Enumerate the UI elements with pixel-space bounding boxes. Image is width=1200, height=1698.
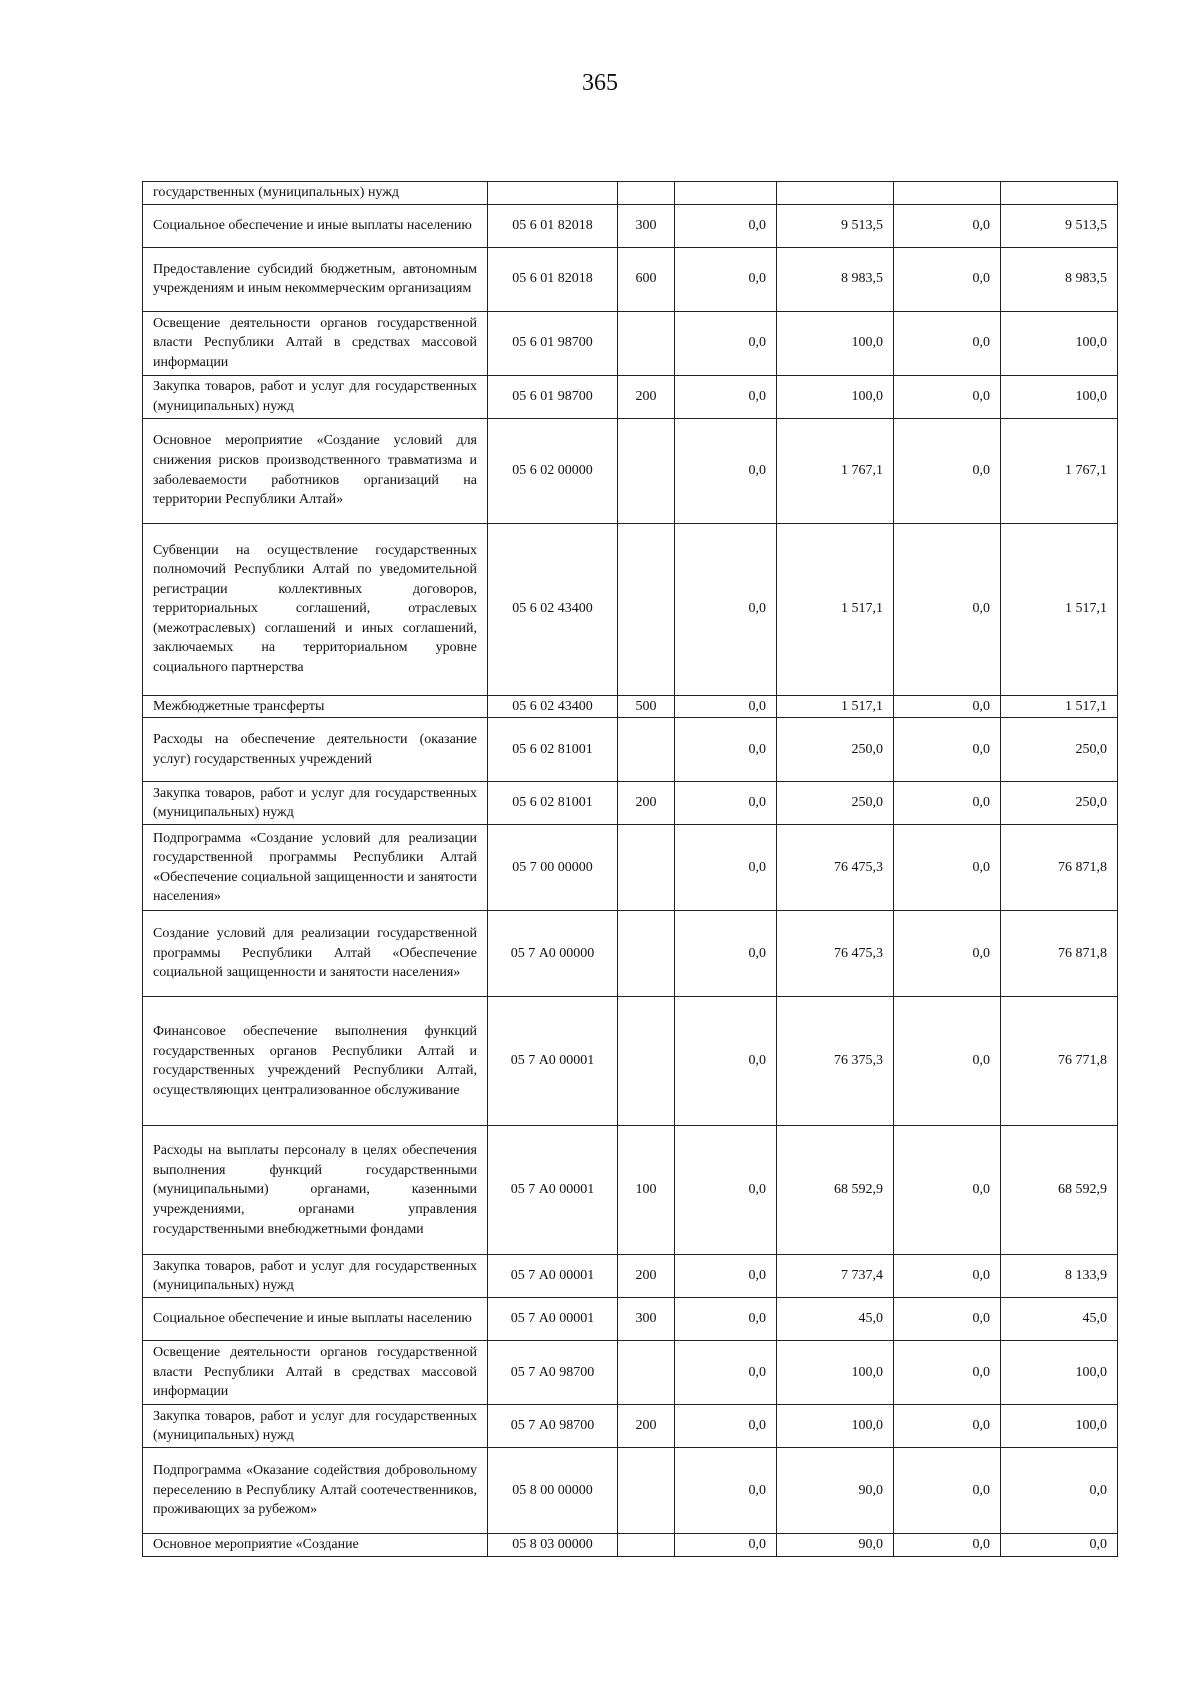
row-value-4	[1001, 182, 1118, 205]
row-code: 05 7 А0 98700	[488, 1405, 618, 1448]
row-value-4: 1 767,1	[1001, 418, 1118, 523]
row-value-2: 250,0	[777, 782, 894, 825]
table-body	[143, 182, 1118, 1557]
row-value-3: 0,0	[894, 523, 1001, 695]
row-value-4: 8 983,5	[1001, 247, 1118, 311]
row-value-3: 0,0	[894, 911, 1001, 997]
row-code: 05 6 02 81001	[488, 718, 618, 782]
row-name: Субвенции на осуществление государственных полномочий Республики Алтай по уведомительной регистрации коллективных договоров, территориальных соглашений, отраслевых (межотраслевых) соглашений и иных соглашений, заключаемых на территориальном уровне социального партнерства	[143, 523, 488, 695]
row-name: Социальное обеспечение и иные выплаты населению	[143, 204, 488, 247]
row-code: 05 6 02 43400	[488, 523, 618, 695]
row-expense-type	[618, 311, 675, 375]
row-value-2: 8 983,5	[777, 247, 894, 311]
row-value-1	[675, 182, 777, 205]
row-code: 05 6 02 00000	[488, 418, 618, 523]
row-value-2: 76 475,3	[777, 825, 894, 911]
table-row	[143, 1298, 1118, 1341]
row-value-1: 0,0	[675, 911, 777, 997]
row-value-1: 0,0	[675, 523, 777, 695]
row-name: Закупка товаров, работ и услуг для государственных (муниципальных) нужд	[143, 1255, 488, 1298]
row-code: 05 6 01 82018	[488, 247, 618, 311]
row-expense-type: 200	[618, 782, 675, 825]
row-name: Закупка товаров, работ и услуг для государственных (муниципальных) нужд	[143, 782, 488, 825]
row-value-4: 1 517,1	[1001, 523, 1118, 695]
row-value-2: 7 737,4	[777, 1255, 894, 1298]
row-value-1: 0,0	[675, 1405, 777, 1448]
table-row	[143, 1126, 1118, 1255]
row-value-3: 0,0	[894, 997, 1001, 1126]
row-code: 05 7 А0 00000	[488, 911, 618, 997]
budget-table	[142, 181, 1118, 1557]
row-code: 05 7 А0 00001	[488, 1126, 618, 1255]
row-value-1: 0,0	[675, 247, 777, 311]
row-value-3: 0,0	[894, 247, 1001, 311]
row-code: 05 7 А0 00001	[488, 997, 618, 1126]
row-value-1: 0,0	[675, 1341, 777, 1405]
row-value-1: 0,0	[675, 311, 777, 375]
row-value-4: 250,0	[1001, 718, 1118, 782]
row-code: 05 6 01 98700	[488, 311, 618, 375]
row-value-2: 1 517,1	[777, 523, 894, 695]
row-value-3: 0,0	[894, 1341, 1001, 1405]
table-row	[143, 375, 1118, 418]
row-value-1: 0,0	[675, 1298, 777, 1341]
row-value-4: 45,0	[1001, 1298, 1118, 1341]
table-row	[143, 911, 1118, 997]
table-row	[143, 1534, 1118, 1557]
row-value-2: 1 767,1	[777, 418, 894, 523]
row-value-4: 250,0	[1001, 782, 1118, 825]
row-expense-type	[618, 911, 675, 997]
row-value-3: 0,0	[894, 375, 1001, 418]
row-value-3: 0,0	[894, 782, 1001, 825]
table-row	[143, 825, 1118, 911]
row-value-2: 45,0	[777, 1298, 894, 1341]
row-value-1: 0,0	[675, 782, 777, 825]
row-expense-type: 600	[618, 247, 675, 311]
row-value-1: 0,0	[675, 825, 777, 911]
row-expense-type	[618, 418, 675, 523]
row-name: Создание условий для реализации государственной программы Республики Алтай «Обеспечение социальной защищенности и занятости населения»	[143, 911, 488, 997]
row-value-1: 0,0	[675, 1255, 777, 1298]
row-expense-type: 300	[618, 1298, 675, 1341]
row-value-2: 76 475,3	[777, 911, 894, 997]
row-name: Социальное обеспечение и иные выплаты населению	[143, 1298, 488, 1341]
table-row	[143, 1405, 1118, 1448]
row-value-3	[894, 182, 1001, 205]
row-name: Подпрограмма «Создание условий для реализации государственной программы Республики Алтай «Обеспечение социальной защищенности и занятости населения»	[143, 825, 488, 911]
row-value-2: 90,0	[777, 1534, 894, 1557]
table-row	[143, 418, 1118, 523]
row-code: 05 7 А0 00001	[488, 1255, 618, 1298]
row-code: 05 7 А0 00001	[488, 1298, 618, 1341]
row-name: государственных (муниципальных) нужд	[143, 182, 488, 205]
row-value-1: 0,0	[675, 997, 777, 1126]
row-value-2: 76 375,3	[777, 997, 894, 1126]
row-value-2: 90,0	[777, 1448, 894, 1534]
row-value-4: 100,0	[1001, 1405, 1118, 1448]
table-row	[143, 1255, 1118, 1298]
table-row	[143, 695, 1118, 718]
row-name: Основное мероприятие «Создание условий для снижения рисков производственного травматизма и заболеваемости работников организаций на территории Республики Алтай»	[143, 418, 488, 523]
table-row	[143, 782, 1118, 825]
row-value-4: 0,0	[1001, 1448, 1118, 1534]
row-expense-type	[618, 182, 675, 205]
row-value-3: 0,0	[894, 1255, 1001, 1298]
row-code: 05 6 01 82018	[488, 204, 618, 247]
row-value-4: 9 513,5	[1001, 204, 1118, 247]
table-row	[143, 204, 1118, 247]
row-name: Освещение деятельности органов государственной власти Республики Алтай в средствах массовой информации	[143, 311, 488, 375]
row-code: 05 6 02 43400	[488, 695, 618, 718]
row-name: Межбюджетные трансферты	[143, 695, 488, 718]
row-expense-type: 200	[618, 1255, 675, 1298]
row-value-4: 1 517,1	[1001, 695, 1118, 718]
row-code	[488, 182, 618, 205]
row-name: Расходы на обеспечение деятельности (оказание услуг) государственных учреждений	[143, 718, 488, 782]
row-name: Основное мероприятие «Создание	[143, 1534, 488, 1557]
row-expense-type: 300	[618, 204, 675, 247]
row-value-1: 0,0	[675, 1448, 777, 1534]
table-row	[143, 718, 1118, 782]
page-number: 365	[582, 70, 618, 96]
row-code: 05 6 01 98700	[488, 375, 618, 418]
row-expense-type: 100	[618, 1126, 675, 1255]
row-value-4: 76 771,8	[1001, 997, 1118, 1126]
row-name: Предоставление субсидий бюджетным, автономным учреждениям и иным некоммерческим организациям	[143, 247, 488, 311]
row-value-4: 100,0	[1001, 311, 1118, 375]
row-value-3: 0,0	[894, 1534, 1001, 1557]
table-row	[143, 997, 1118, 1126]
row-code: 05 7 А0 98700	[488, 1341, 618, 1405]
row-value-1: 0,0	[675, 418, 777, 523]
table-row	[143, 247, 1118, 311]
row-expense-type	[618, 1448, 675, 1534]
row-expense-type: 500	[618, 695, 675, 718]
row-code: 05 8 03 00000	[488, 1534, 618, 1557]
row-value-4: 76 871,8	[1001, 911, 1118, 997]
table-row	[143, 1448, 1118, 1534]
table-row	[143, 311, 1118, 375]
row-value-1: 0,0	[675, 1126, 777, 1255]
row-expense-type	[618, 718, 675, 782]
row-expense-type	[618, 1341, 675, 1405]
row-name: Закупка товаров, работ и услуг для государственных (муниципальных) нужд	[143, 1405, 488, 1448]
row-name: Финансовое обеспечение выполнения функций государственных органов Республики Алтай и государственных учреждений Республики Алтай, осуществляющих централизованное обслуживание	[143, 997, 488, 1126]
row-expense-type: 200	[618, 375, 675, 418]
row-expense-type	[618, 1534, 675, 1557]
row-value-3: 0,0	[894, 1405, 1001, 1448]
row-value-2: 100,0	[777, 375, 894, 418]
row-value-3: 0,0	[894, 718, 1001, 782]
row-expense-type	[618, 523, 675, 695]
row-value-2: 100,0	[777, 311, 894, 375]
row-value-2: 100,0	[777, 1341, 894, 1405]
table-row	[143, 182, 1118, 205]
row-value-1: 0,0	[675, 718, 777, 782]
row-expense-type: 200	[618, 1405, 675, 1448]
row-name: Расходы на выплаты персоналу в целях обеспечения выполнения функций государственными (муниципальными) органами, казенными учреждениями, органами управления государственными внебюджетными фондами	[143, 1126, 488, 1255]
row-value-1: 0,0	[675, 204, 777, 247]
row-value-4: 100,0	[1001, 1341, 1118, 1405]
row-value-3: 0,0	[894, 695, 1001, 718]
row-value-1: 0,0	[675, 1534, 777, 1557]
row-value-3: 0,0	[894, 825, 1001, 911]
row-name: Подпрограмма «Оказание содействия добровольному переселению в Республику Алтай соотечественников, проживающих за рубежом»	[143, 1448, 488, 1534]
row-value-3: 0,0	[894, 1448, 1001, 1534]
row-value-2: 100,0	[777, 1405, 894, 1448]
row-value-4: 100,0	[1001, 375, 1118, 418]
row-value-2: 250,0	[777, 718, 894, 782]
row-code: 05 7 00 00000	[488, 825, 618, 911]
row-value-1: 0,0	[675, 695, 777, 718]
row-value-3: 0,0	[894, 204, 1001, 247]
row-value-1: 0,0	[675, 375, 777, 418]
row-value-4: 0,0	[1001, 1534, 1118, 1557]
row-value-4: 68 592,9	[1001, 1126, 1118, 1255]
table-row	[143, 523, 1118, 695]
row-code: 05 6 02 81001	[488, 782, 618, 825]
row-value-2: 68 592,9	[777, 1126, 894, 1255]
row-value-3: 0,0	[894, 311, 1001, 375]
row-value-3: 0,0	[894, 418, 1001, 523]
row-expense-type	[618, 825, 675, 911]
row-value-4: 8 133,9	[1001, 1255, 1118, 1298]
row-value-2: 9 513,5	[777, 204, 894, 247]
table-row	[143, 1341, 1118, 1405]
row-value-3: 0,0	[894, 1298, 1001, 1341]
row-name: Освещение деятельности органов государственной власти Республики Алтай в средствах массовой информации	[143, 1341, 488, 1405]
row-value-2	[777, 182, 894, 205]
row-name: Закупка товаров, работ и услуг для государственных (муниципальных) нужд	[143, 375, 488, 418]
row-expense-type	[618, 997, 675, 1126]
row-value-3: 0,0	[894, 1126, 1001, 1255]
row-value-2: 1 517,1	[777, 695, 894, 718]
row-code: 05 8 00 00000	[488, 1448, 618, 1534]
row-value-4: 76 871,8	[1001, 825, 1118, 911]
